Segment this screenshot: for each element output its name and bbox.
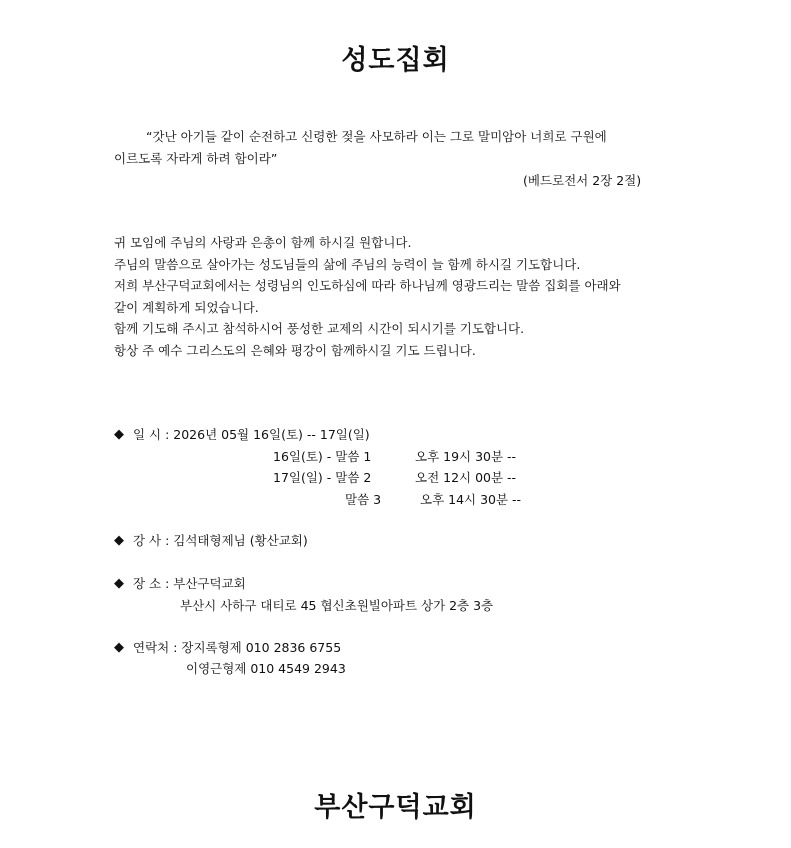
bullet-diamond-icon: ◆ <box>114 427 124 442</box>
session-1-day: 16일(토) - 말씀 1 <box>273 449 372 464</box>
greeting-line-2: 주님의 말씀으로 살아가는 성도님들의 삶에 주님의 능력이 늘 함께 하시길 기도합니다. <box>114 256 581 272</box>
place-label: 장 소 : 부산구덕교회 <box>133 576 246 591</box>
verse-line-1: “갓난 아기들 같이 순전하고 신령한 젖을 사모하라 이는 그로 말미암아 너희로 구원에 <box>146 129 607 144</box>
bullet-diamond-icon: ◆ <box>114 576 124 591</box>
session-3-day: 말씀 3 <box>345 492 382 507</box>
page-title: 성도집회 <box>341 45 450 76</box>
greeting-line-4: 같이 계획하게 되었습니다. <box>114 299 259 315</box>
contact-label: 연락처 : 장지록형제 010 2836 6755 <box>133 640 342 655</box>
bullet-diamond-icon: ◆ <box>114 640 124 655</box>
greeting-line-1: 귀 모임에 주님의 사랑과 은총이 함께 하시길 원합니다. <box>114 235 412 250</box>
verse-line-2: 이르도록 자라게 하려 함이라” <box>114 151 278 166</box>
schedule-label: 일 시 : 2026년 05월 16일(토) -- 17일(일) <box>133 427 370 442</box>
greeting-line-5: 함께 기도해 주시고 참석하시어 풍성한 교제의 시간이 되시기를 기도합니다. <box>114 321 525 336</box>
verse-reference: (베드로전서 2장 2절) <box>523 173 642 188</box>
bullet-diamond-icon: ◆ <box>114 533 124 548</box>
church-name-footer: 부산구덕교회 <box>314 792 477 823</box>
place-address: 부산시 사하구 대티로 45 협신초원빌아파트 상가 2층 3층 <box>180 598 494 613</box>
greeting-line-6: 항상 주 예수 그리스도의 은혜와 평강이 함께하시길 기도 드립니다. <box>114 342 476 358</box>
speaker-info: 강 사 : 김석태형제님 (황산교회) <box>133 533 308 548</box>
session-2-day: 17일(일) - 말씀 2 <box>273 470 372 485</box>
greeting-paragraph <box>114 232 621 361</box>
contact-line-2: 이영근형제 010 4549 2943 <box>186 661 346 676</box>
session-3-time: 오후 14시 30분 -- <box>420 492 522 507</box>
greeting-line-3: 저희 부산구덕교회에서는 성령님의 인도하심에 따라 하나님께 영광드리는 말씀 집회를 아래와 <box>114 278 621 293</box>
session-2-time: 오전 12시 00분 -- <box>415 470 517 485</box>
session-1-time: 오후 19시 30분 -- <box>415 449 517 464</box>
